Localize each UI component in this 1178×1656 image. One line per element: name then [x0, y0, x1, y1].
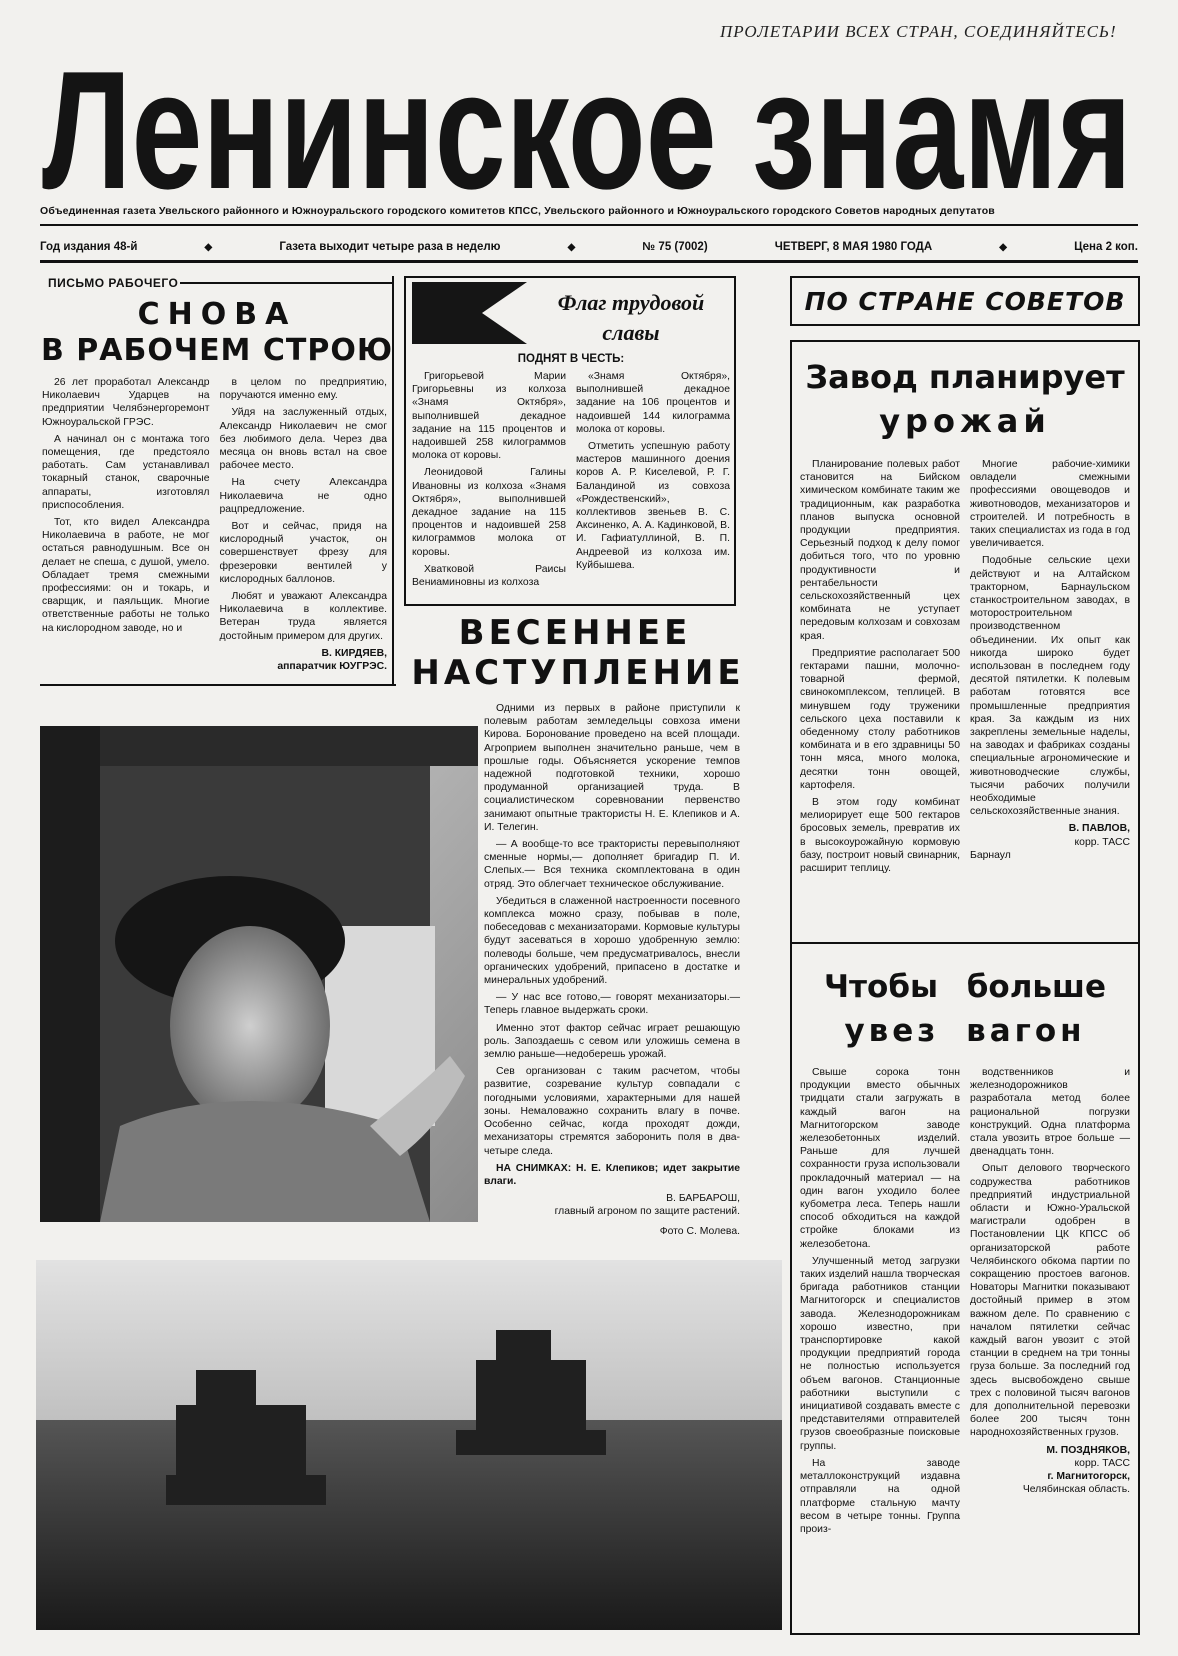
- paragraph: Сев организован с таким расчетом, чтобы развитие, созревание культур совпадали с погодными условиями, характерными для нашей зоны. Немаловажно сохранить влагу в почве. Особенно сейчас, когда проходят дожди, механизаторы стремятся заборонить поля в два-четыре следа.: [484, 1066, 740, 1157]
- article1-headline: Завод планирует: [805, 358, 1125, 396]
- photo-caption: НА СНИМКАХ: Н. Е. Клепиков; идет закрытие влаги.: [484, 1162, 740, 1187]
- paragraph: — А вообще-то все трактористы перевыполняют сменные нормы,— дополняет бригадир П. И. Слепых.— Вся техника скомплектована в один отряд. Это облегчает техническое обслуживание.: [484, 839, 740, 890]
- paragraph: Планирование полевых работ становится на Бийском химическом комбинате таким же традиционным, как разработка планов выпуска основной продукции предприятия. Серьезный подход к делу помог добиться того, что по уровню продуктивности и рентабельности сельскохозяйственный цех комбината не уступает передовым колхозам и совхозам края.: [800, 459, 960, 642]
- masthead-title-text: Ленинское знамя: [42, 36, 1132, 205]
- paragraph: Вот и сейчас, придя на кислородный участок, он совершенствует фрезу для фрезеровки вентилей у кислородных баллонов.: [219, 521, 387, 585]
- country-column: [790, 340, 1140, 1635]
- article2-col-1: [800, 1066, 960, 1540]
- worker-letter-col-1: [42, 376, 210, 673]
- paragraph: водственников и железнодорожников разработала метод более рациональной погрузки конструкций. Одна платформа стала увозить втрое больше — двенадцать тонн.: [970, 1067, 1130, 1158]
- rule-bottom: [40, 260, 1138, 263]
- photo-credit: Фото С. Молева.: [659, 1225, 740, 1237]
- signature-role: аппаратчик ЮУГРЭС.: [277, 661, 387, 673]
- worker-letter-headline-2: В РАБОЧЕМ СТРОЮ: [40, 333, 394, 368]
- paragraph: 26 лет проработал Александр Николаевич Ударцев на предприятии Челябэнергоремонт Южноуральской ГРЭС.: [42, 377, 210, 428]
- article2-headline-2: увез вагон: [844, 1013, 1086, 1049]
- section-title: ПО СТРАНЕ СОВЕТОВ: [804, 287, 1126, 316]
- signature-place: г. Магнитогорск,: [1047, 1471, 1130, 1483]
- issue-number: № 75 (7002): [642, 241, 708, 253]
- signature-place-2: Челябинская область.: [1022, 1484, 1130, 1496]
- signature: В. БАРБАРОШ,: [666, 1193, 740, 1205]
- paragraph: В этом году комбинат мелиорирует еще 500 гектаров бросовых земель, превратив их в высокоурожайную кормовую базу, построит новый свинарник, расширит теплицу.: [800, 797, 960, 875]
- signature-role: корр. ТАСС: [1074, 836, 1130, 848]
- worker-letter-kicker: ПИСЬМО РАБОЧЕГО: [48, 276, 179, 290]
- paragraph: — У нас все готово,— говорят механизаторы.— Теперь главное выдержать сроки.: [484, 992, 740, 1017]
- paragraph: Хватковой Раисы Вениаминовны из колхоза: [412, 563, 566, 589]
- price: Цена 2 коп.: [1074, 241, 1138, 253]
- signature-place: Барнаул: [970, 849, 1011, 861]
- paragraph: Григорьевой Марии Григорьевны из колхоза «Знамя Октября», выполнившей декадное задание на 115 процентов и надоившей 258 килограммов молока от коровы.: [412, 371, 566, 462]
- signature: М. ПОЗДНЯКОВ,: [1046, 1444, 1130, 1456]
- paragraph: А начинал он с монтажа того помещения, где предстояло работать. Сам устанавливал токарный станок, сварочные аппараты, изготовлял приспособления.: [42, 433, 210, 511]
- signature: В. ПАВЛОВ,: [1068, 823, 1130, 835]
- masthead-title: [40, 30, 1135, 205]
- paragraph: Леонидовой Галины Ивановны из колхоза «Знамя Октября», выполнившей декадное задание на 115 процентов и надоившей 258 килограммов молока от коровы.: [412, 467, 566, 558]
- paragraph: На счету Александра Николаевича не одно рацпредложение.: [219, 477, 387, 515]
- flag-title: Флаг трудовой: [557, 290, 705, 315]
- year-of-issue: Год издания 48-й: [40, 241, 138, 253]
- paragraph: Одними из первых в районе приступили к полевым работам земледельцы совхоза имени Кирова. Боронование проведено на всей площади. Агроприем выполнен значительно раньше, чем в прошлые годы. Объясняется ускорение темпов надежной подготовкой техники, хорошо продуманной организацией труда. В социалистическом соревновании первенство занимают опытные трактористы Н. Е. Клепиков и А. И. Телегин.: [484, 703, 740, 833]
- photo-tractor-driver: [40, 726, 478, 1222]
- paragraph: «Знамя Октября», выполнившей декадное задание на 106 процентов и надоившей 144 килограмма молока от коровы.: [576, 371, 730, 435]
- flag-raised: ПОДНЯТ В ЧЕСТЬ:: [517, 353, 625, 365]
- paragraph: Отметить успешную работу мастеров машинного доения коров А. Р. Киселевой, Р. Г. Баландиной из совхоза «Рождественский», коллективов звеньев В. С. Аксиненко, А. А. Кадинковой, В. И. Гафиатуллиной, В. П. Андреевой из колхоза им. Куйбышева.: [576, 441, 730, 571]
- paragraph: Многие рабочие-химики овладели смежными профессиями овощеводов и животноводов, механизаторов и строителей. И потребность в таких специалистах из года в год увеличивается.: [970, 459, 1130, 550]
- country-section-header: [790, 276, 1140, 326]
- spring-headline: ВЕСЕННЕЕ: [458, 613, 692, 653]
- article2-col-2: [970, 1066, 1130, 1540]
- diamond-icon: ◆: [999, 241, 1007, 253]
- paragraph: Предприятие располагает 500 гектарами пашни, молочно-товарной фермой, свинокомплексом, теплицей. В минувшем году труженики сельского цеха поставили к обеденному столу работников комбината и в его здравницы 50 тонн мяса, много молока, десятки тонн овощей, картофеля.: [800, 647, 960, 791]
- flag-col-2: [576, 370, 730, 593]
- info-bar: [40, 238, 1138, 256]
- signature-role: главный агроном по защите растений.: [554, 1206, 740, 1218]
- article1-col-1: [800, 458, 960, 879]
- article-divider: [792, 942, 1138, 944]
- spring-article: [484, 702, 740, 1238]
- paragraph: Улучшенный метод загрузки таких изделий нашла творческая бригада работников станции Магнитогорск и специалистов завода. Железнодорожникам хорошо известно, при транспортировке какой продукции предприятий города не полностью используется объем вагонов. Станционные работники выступили с инициативой создавать вместе с представителями отправителей грузов своеобразные поисковые группы.: [800, 1255, 960, 1452]
- diamond-icon: ◆: [204, 241, 213, 253]
- flag-icon: [412, 282, 527, 344]
- paragraph: Опыт делового творческого содружества работников предприятий индустриальной области и Южно-Уральской магистрали одобрен в Постановлении ЦК КПСС об организаторской работе Челябинского обкома партии по сокращению простоев вагонов. Новаторы Магнитки показывают достойный пример в этом важном деле. По сравнению с началом пятилетки сейчас каждый вагон увозит с этой станции в среднем на три тонны груза больше. За последний год здесь высвобождено свыше трех с половиной тысяч вагонов для дополнительной перевозки более 200 тысяч тонн народнохозяйственных грузов.: [970, 1163, 1130, 1439]
- flag-box: [404, 276, 736, 606]
- worker-letter-col-2: [220, 376, 388, 673]
- issue-date: ЧЕТВЕРГ, 8 МАЯ 1980 ГОДА: [774, 241, 933, 253]
- spring-headline-2: НАСТУПЛЕНИЕ: [411, 653, 745, 693]
- article1-col-2: [970, 458, 1130, 879]
- publication-frequency: Газета выходит четыре раза в неделю: [279, 241, 501, 253]
- article2-headline: Чтобы больше: [824, 969, 1106, 1005]
- paragraph: Любят и уважают Александра Николаевича в коллективе. Ветеран труда является достойным примером для других.: [219, 591, 387, 642]
- signature: В. КИРДЯЕВ,: [321, 647, 387, 659]
- paragraph: Подобные сельские цехи действуют и на Алтайском тракторном, Барнаульском станкостроительном заводах, в моторостроительном производственном объединении. Их опыт как никогда широко будет использован в последнем году десятой пятилетки. К полевым работам готовятся все промышленные предприятия края. За каждым из них закреплены земельные наделы, на заводах и фабриках созданы специальные агрономические и животноводческие службы, тысячи рабочих получили необходимые сельскохозяйственные знания.: [970, 555, 1130, 818]
- paragraph: в целом по предприятию, поручаются именно ему.: [219, 377, 387, 402]
- paragraph: Свыше сорока тонн продукции вместо обычных тридцати стали загружать в каждый вагон на Магнитогорском заводе железобетонных изделий. Раньше для лучшей сохранности груза использовали прокладочный материал — на один вагон уходило более кубометра леса. Теперь нашли способ обходиться на каждой стройке блоками из железобетона.: [800, 1067, 960, 1250]
- article1-headline-2: урожай: [879, 402, 1051, 440]
- rule-top: [40, 224, 1138, 226]
- signature-role: корр. ТАСС: [1074, 1457, 1130, 1469]
- worker-letter-bottom-rule: [40, 684, 396, 686]
- kicker-rule: [180, 282, 394, 284]
- flag-title-2: славы: [602, 320, 660, 345]
- worker-letter-headline: СНОВА: [137, 297, 297, 332]
- flag-col-1: [412, 370, 566, 593]
- paragraph: Убедиться в слаженной настроенности посевного комплекса можно сразу, побывав в поле, побеседовав с механизаторами. Кормовые культуры будут засеваться в хорошо удобренную землю: полеводы больше, чем предусматривалось, внесли органических удобрений, припасено в достатке и минеральных удобрений.: [484, 895, 740, 987]
- paragraph: Уйдя на заслуженный отдых, Александр Николаевич не смог без любимого дела. Через два месяца он вновь встал на свое рабочее место.: [219, 407, 387, 472]
- diamond-icon: ◆: [567, 241, 576, 253]
- worker-letter: [40, 276, 394, 686]
- paragraph: Тот, кто видел Александра Николаевича в работе, не мог остаться равнодушным. Все он делает не спеша, с душой, умело. Обладает тремя смежными профессиями: он и токарь, и сварщик, и паяльщик. Многие ответственные работы не только на кислородном заводе, но и: [42, 517, 210, 634]
- masthead-motto: ПРОЛЕТАРИИ ВСЕХ СТРАН, СОЕДИНЯЙТЕСЬ!: [720, 22, 1117, 41]
- paragraph: Именно этот фактор сейчас играет решающую роль. Запоздаешь с севом или уложишь семена в землю раньше—недоберешь урожай.: [484, 1022, 740, 1061]
- paragraph: На заводе металлоконструкций издавна отправляли на одной платформе стальную мачту весом в четыре тонны. Группа произ-: [800, 1457, 960, 1535]
- masthead-subtitle: Объединенная газета Увельского районного и Южноуральского городского комитетов КПСС, Увельского районного и Южноуральского городского Советов народных депутатов: [40, 205, 995, 217]
- photo-tractors-field: [36, 1260, 782, 1630]
